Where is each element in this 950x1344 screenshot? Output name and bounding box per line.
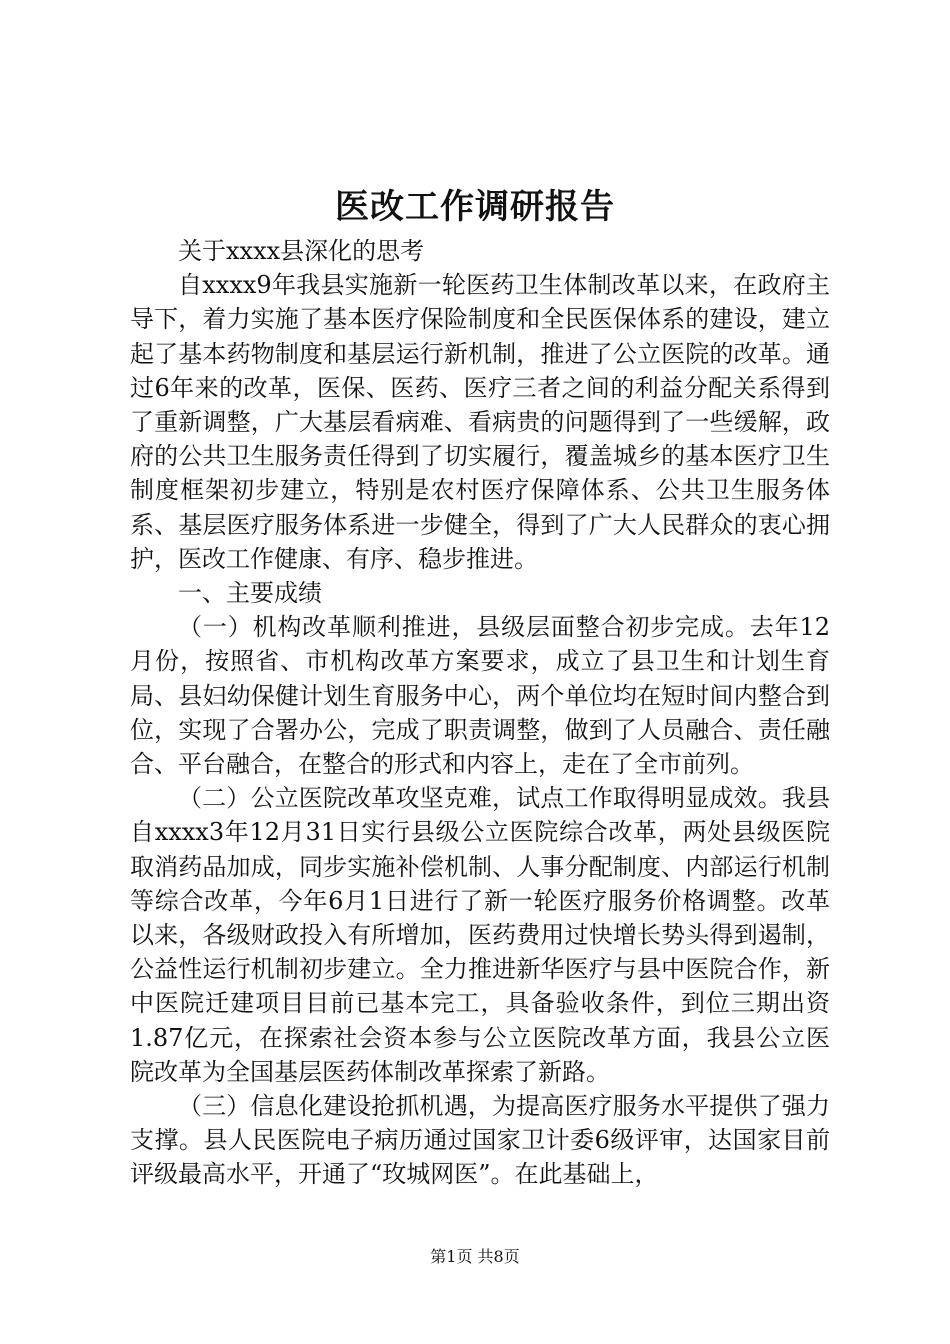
document-subtitle: 关于xxxx县深化的思考 [178,237,425,265]
page-number-footer: 第1页 共8页 [430,1247,520,1266]
section-heading-main-achievements: 一、主要成绩 [178,579,322,608]
document-title: 医改工作调研报告 [335,187,615,227]
paragraph-informatization: （三）信息化建设抢抓机遇，为提高医疗服务水平提供了强力支撑。县人民医院电子病历通过国家卫计委6级评审，达国家目前评级最高水平，开通了“玫城网医”。在此基础上， [130,1092,830,1189]
document-body [130,234,830,1192]
paragraph-public-hospital-reform: （二）公立医院改革攻坚克难，试点工作取得明显成效。我县自xxxx3年12月31日实行县级公立医院综合改革，两处县级医院取消药品加成，同步实施补偿机制、人事分配制度、内部运行机制等综合改革，今年6月1日进行了新一轮医疗服务价格调整。改革以来，各级财政投入有所增加，医药费用过快增长势头得到遏制，公益性运行机制初步建立。全力推进新华医疗与县中医院合作，新中医院迁建项目目前已基本完工，具备验收条件，到位三期出资1.87亿元，在探索社会资本参与公立医院改革方面，我县公立医院改革为全国基层医药体制改革探索了新路。 [130,784,830,1086]
paragraph-intro: 自xxxx9年我县实施新一轮医药卫生体制改革以来，在政府主导下，着力实施了基本医疗保险制度和全民医保体系的建设，建立起了基本药物制度和基层运行新机制，推进了公立医院的改革。通过6年来的改革，医保、医药、医疗三者之间的利益分配关系得到了重新调整，广大基层看病难、看病贵的问题得到了一些缓解，政府的公共卫生服务责任得到了切实履行，覆盖城乡的基本医疗卫生制度框架初步建立，特别是农村医疗保障体系、公共卫生服务体系、基层医疗服务体系进一步健全，得到了广大人民群众的衷心拥护，医改工作健康、有序、稳步推进。 [130,271,830,573]
paragraph-institutional-reform: （一）机构改革顺利推进，县级层面整合初步完成。去年12月份，按照省、市机构改革方案要求，成立了县卫生和计划生育局、县妇幼保健计划生育服务中心，两个单位均在短时间内整合到位，实现了合署办公，完成了职责调整，做到了人员融合、责任融合、平台融合，在整合的形式和内容上，走在了全市前列。 [130,613,830,779]
